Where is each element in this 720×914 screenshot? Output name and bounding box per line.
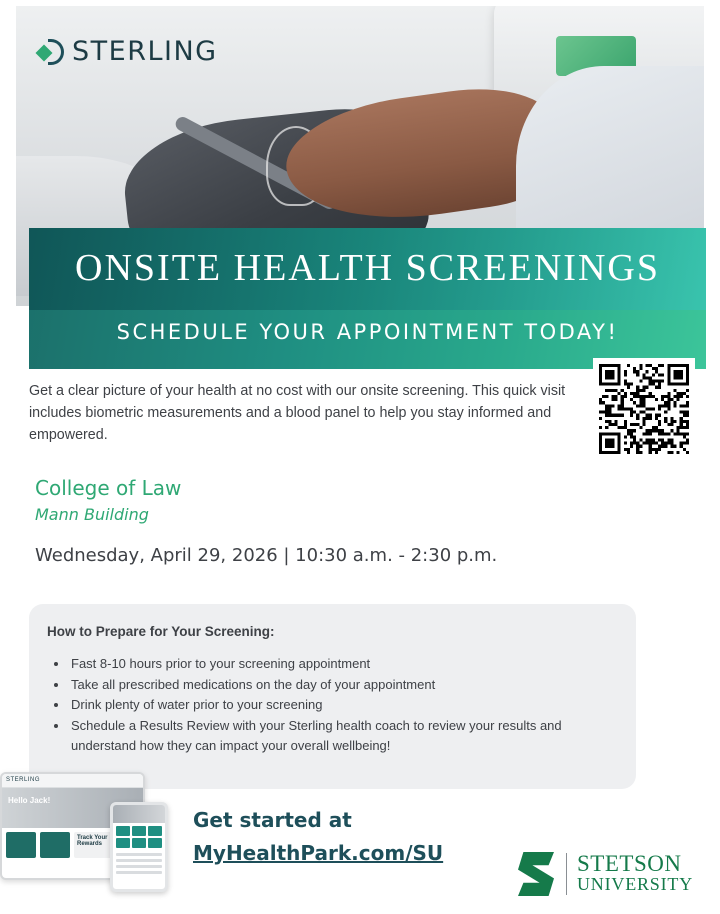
cta-link[interactable]: MyHealthPark.com/SU — [193, 841, 444, 865]
qr-code[interactable] — [593, 358, 695, 460]
prep-item: • Take all prescribed medications on the day of your appointment — [69, 675, 624, 696]
prep-item: • Schedule a Results Review with your Sterling health coach to review your results and understand how they can impact your overall wellbeing! — [69, 716, 624, 757]
event-datetime: Wednesday, April 29, 2026 | 10:30 a.m. - 2:30 p.m. — [35, 545, 498, 566]
intro-text: Get a clear picture of your health at no cost with our onsite screening. This quick visit includes biometric measurements and a blood panel to help you stay informed and empowered. — [29, 383, 566, 443]
sterling-logo-icon — [38, 37, 66, 67]
title-banner — [29, 228, 706, 369]
venue-name: College of Law — [35, 476, 182, 500]
prep-box — [29, 604, 636, 789]
stetson-logo — [518, 852, 693, 896]
page-subtitle: SCHEDULE YOUR APPOINTMENT TODAY! — [116, 320, 619, 344]
stetson-university: UNIVERSITY — [577, 874, 693, 894]
laptop-tile — [40, 832, 70, 858]
prep-title: How to Prepare for Your Screening: — [47, 624, 275, 639]
laptop-header: STERLING — [2, 774, 143, 788]
laptop-tile — [6, 832, 36, 858]
sterling-logo — [38, 36, 218, 67]
laptop-greeting: Hello Jack! — [8, 796, 51, 805]
prep-list — [69, 654, 624, 757]
sterling-logo-text: STERLING — [72, 36, 218, 67]
tablet-mockup — [110, 802, 168, 892]
page-title: ONSITE HEALTH SCREENINGS — [75, 247, 660, 289]
qr-code-icon — [599, 364, 689, 454]
building-name: Mann Building — [35, 505, 149, 524]
stetson-s-icon — [518, 852, 554, 896]
prep-item: • Fast 8-10 hours prior to your screening appointment — [69, 654, 624, 675]
prep-item: • Drink plenty of water prior to your screening — [69, 695, 624, 716]
cta-text: Get started at — [193, 808, 352, 832]
laptop-panel: Track Your Rewards — [74, 832, 136, 858]
stetson-name: STETSON — [577, 851, 682, 876]
